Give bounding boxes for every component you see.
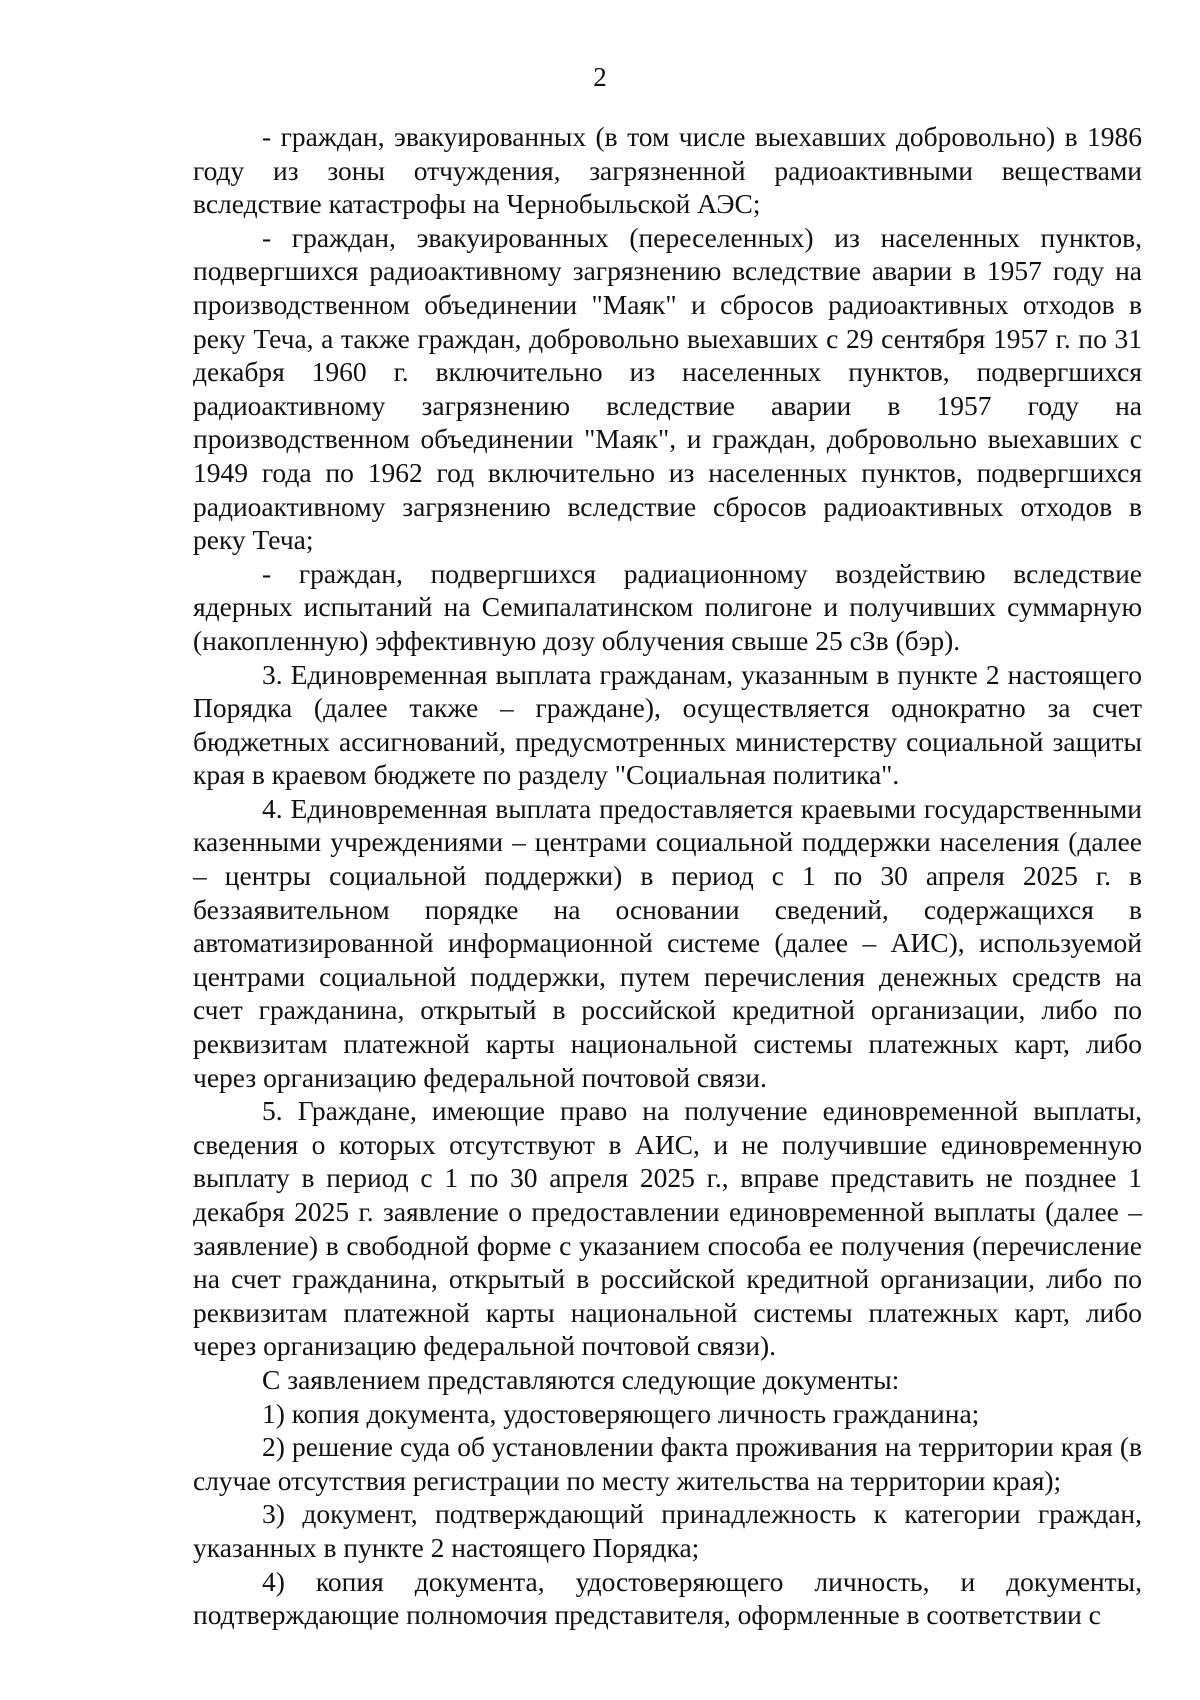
paragraph-evacuated-chernobyl: - граждан, эвакуированных (в том числе выехавших добровольно) в 1986 году из зоны отчуждения, загрязненной радиоактивными веществами вследствие катастрофы на Чернобыльской АЭС; <box>193 121 1142 220</box>
paragraph-documents-intro: С заявлением представляются следующие документы: <box>262 1363 900 1395</box>
paragraph-document-1: 1) копия документа, удостоверяющего личность гражданина; <box>262 1397 980 1429</box>
paragraph-item-3: 3. Единовременная выплата гражданам, указанным в пункте 2 настоящего Порядка (далее также – граждане), осуществляется однократно за счет бюджетных ассигнований, предусмотренных министерству социальной защиты края в краевом бюджете по разделу "Социальная политика". <box>193 658 1142 791</box>
paragraph-document-2: 2) решение суда об установлении факта проживания на территории края (в случае отсутствия регистрации по месту жительства на территории края); <box>193 1431 1142 1496</box>
paragraph-evacuated-mayak: - граждан, эвакуированных (переселенных) из населенных пунктов, подвергшихся радиоактивному загрязнению вследствие аварии в 1957 году на производственном объединении "Маяк" и сбросов радиоактивных отходов в реку Теча, а также граждан, добровольно выехавших с 29 сентября 1957 г. по 31 декабря 1960 г. включительно из населенных пунктов, подвергшихся радиоактивному загрязнению вследствие аварии в 1957 году на производственном объединении "Маяк", и граждан, добровольно выехавших с 1949 года по 1962 год включительно из населенных пунктов, подвергшихся радиоактивному загрязнению вследствие сбросов радиоактивных отходов в реку Теча; <box>193 221 1142 556</box>
paragraph-semipalatinsk: - граждан, подвергшихся радиационному воздействию вследствие ядерных испытаний на Семипалатинском полигоне и получивших суммарную (накопленную) эффективную дозу облучения свыше 25 сЗв (бэр). <box>193 557 1142 656</box>
page-number: 2 <box>593 62 607 92</box>
paragraph-document-3: 3) документ, подтверждающий принадлежность к категории граждан, указанных в пункте 2 настоящего Порядка; <box>193 1498 1142 1563</box>
paragraph-document-4: 4) копия документа, удостоверяющего личность, и документы, подтверждающие полномочия представителя, оформленные в соответствии с <box>193 1565 1142 1631</box>
document-body <box>193 120 1142 1632</box>
paragraph-item-5: 5. Граждане, имеющие право на получение единовременной выплаты, сведения о которых отсутствуют в АИС, и не получившие единовременную выплату в период с 1 по 30 апреля 2025 г., вправе представить не позднее 1 декабря 2025 г. заявление о предоставлении единовременной выплаты (далее – заявление) в свободной форме с указанием способа ее получения (перечисление на счет гражданина, открытый в российской кредитной организации, либо по реквизитам платежной карты национальной системы платежных карт, либо через организацию федеральной почтовой связи). <box>193 1095 1142 1362</box>
paragraph-item-4: 4. Единовременная выплата предоставляется краевыми государственными казенными учреждениями – центрами социальной поддержки населения (далее – центры социальной поддержки) в период с 1 по 30 апреля 2025 г. в беззаявительном порядке на основании сведений, содержащихся в автоматизированной информационной системе (далее – АИС), используемой центрами социальной поддержки, путем перечисления денежных средств на счет гражданина, открытый в российской кредитной организации, либо по реквизитам платежной карты национальной системы платежных карт, либо через организацию федеральной почтовой связи. <box>193 792 1142 1093</box>
